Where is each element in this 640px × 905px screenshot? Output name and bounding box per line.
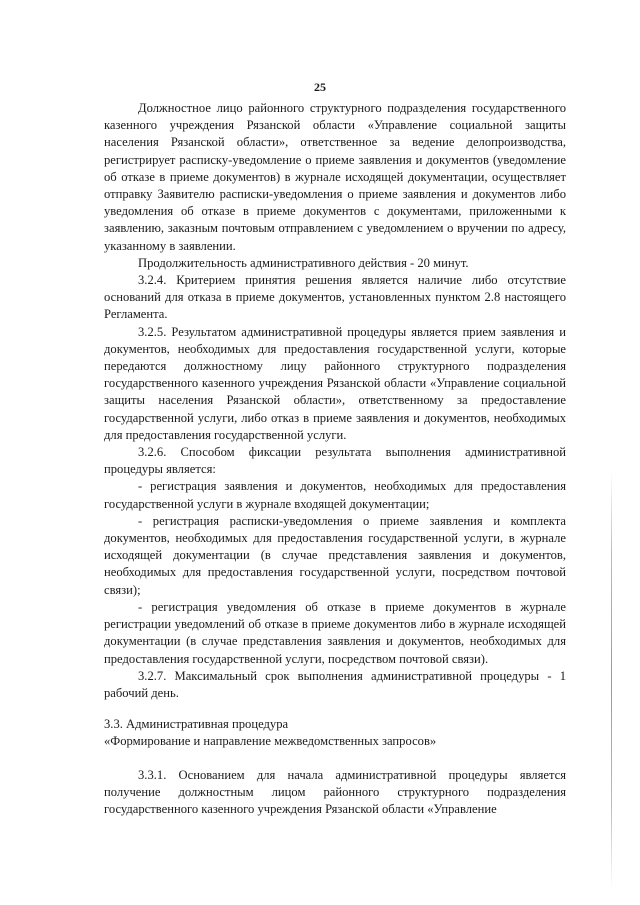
list-item-registration-receipt: - регистрация расписки-уведомления о приеме заявления и комплекта документов, необходимых для предоставления государственной услуги, в журнале исходящей документации (в случае представления заявления и документов, необходимых для предоставления государственной услуги, посредством почтовой связи); — [104, 513, 566, 597]
paragraph-3-2-4: 3.2.4. Критерием принятия решения является наличие либо отсутствие оснований для отказа в приеме документов, установленных пунктом 2.8 настоящего Регламента. — [104, 273, 566, 322]
section-title: 3.3. Административная процедура — [104, 717, 289, 732]
document-body — [104, 100, 566, 818]
paragraph-3-2-6: 3.2.6. Способом фиксации результата выполнения административной процедуры является: — [104, 445, 566, 477]
paragraph-3-2-5: 3.2.5. Результатом административной процедуры является прием заявления и документов, необходимых для предоставления государственной услуги, которые передаются должностному лицу районного структурного подразделения государственного казенного учреждения Рязанской области «Управление социальной защиты населения Рязанской области», ответственному за предоставление государственной услуги, либо отказ в приеме заявления и документов, необходимых для предоставления государственной услуги. — [104, 324, 566, 442]
page-number: 25 — [314, 80, 326, 94]
paragraph-duration: Продолжительность административного действия - 20 минут. — [138, 255, 469, 270]
section-subtitle: «Формирование и направление межведомственных запросов» — [104, 734, 437, 749]
scan-edge-line — [611, 470, 612, 890]
paragraph-3-3-1: 3.3.1. Основанием для начала административной процедуры является получение должностным лицом районного структурного подразделения государственного казенного учреждения Рязанской области «Управление — [104, 767, 566, 816]
paragraph-3-2-7: 3.2.7. Максимальный срок выполнения административной процедуры - 1 рабочий день. — [104, 668, 566, 700]
section-heading — [104, 716, 566, 750]
list-item-registration-refusal: - регистрация уведомления об отказе в приеме документов в журнале регистрации уведомлений об отказе в приеме документов либо в журнале исходящей документации (в случае представления заявления и документов, необходимых для предоставления государственной услуги, посредством почтовой связи). — [104, 599, 566, 666]
list-item-registration-incoming: - регистрация заявления и документов, необходимых для предоставления государственной услуги в журнале входящей документации; — [104, 479, 566, 511]
paragraph-registration-notice: Должностное лицо районного структурного подразделения государственного казенного учреждения Рязанской области «Управление социальной защиты населения Рязанской области», ответственное за ведение делопроизводства, регистрирует расписку-уведомление о приеме заявления и документов (уведомление об отказе в приеме документов) в журнале исходящей документации, осуществляет отправку Заявителю расписки-уведомления о приеме заявления и документов либо уведомления об отказе в приеме документов с документами, приложенными к заявлению, заказным почтовым отправлением с уведомлением о вручении по адресу, указанному в заявлении. — [104, 101, 566, 253]
